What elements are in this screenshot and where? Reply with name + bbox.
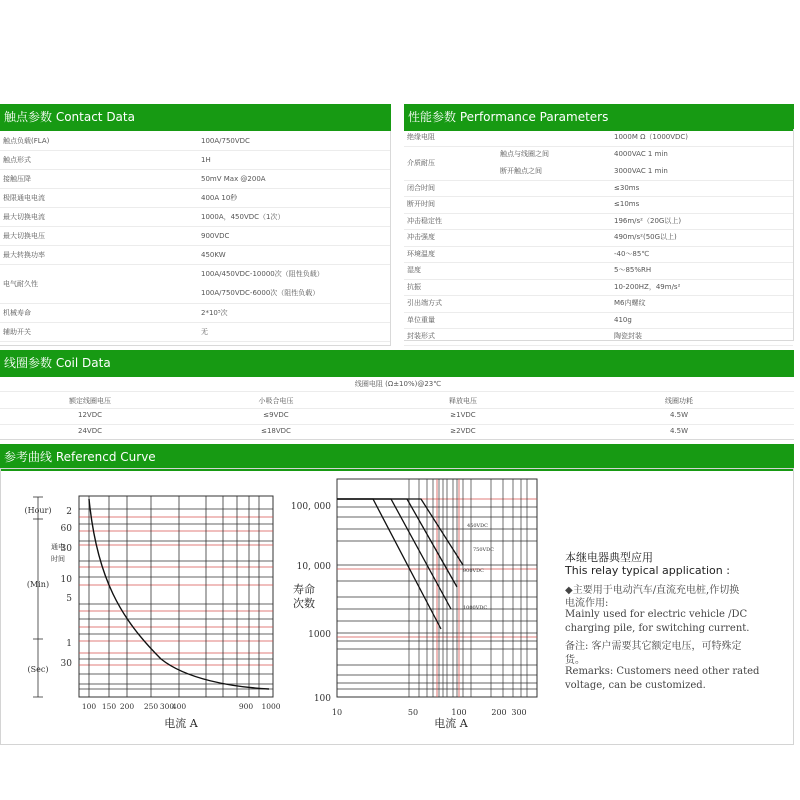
contact-label: 接触压降 (3, 174, 31, 183)
performance-row (404, 328, 793, 346)
performance-label: 闭合时间 (407, 183, 435, 192)
contact-data-table (0, 131, 391, 346)
performance-value: 4000VAC 1 min (614, 150, 668, 158)
performance-value: -40～85℃ (614, 249, 650, 258)
performance-row (404, 279, 793, 297)
chart2-y-tick: 100 (313, 694, 331, 704)
chart2-series-label: 900VDC (463, 568, 484, 574)
coil-cell: ≤18VDC (261, 427, 291, 435)
performance-row (404, 246, 793, 264)
contact-value: 无 (201, 327, 208, 336)
chart2-x-label: 电流 A (434, 717, 468, 730)
chart2-series-label: 1000VDC (463, 605, 488, 611)
note-remark-en-1: Remarks: Customers need other rated (565, 666, 760, 677)
coil-data-table (0, 377, 794, 440)
chart1-x-tick: 250 (143, 702, 159, 711)
contact-label: 电气耐久性 (3, 279, 38, 288)
chart1-y-tick: 5 (66, 594, 72, 604)
chart2-y-label: 寿命 (293, 583, 315, 596)
performance-label: 冲击稳定性 (407, 216, 442, 225)
chart2-series-line (337, 499, 441, 629)
performance-label: 单位重量 (407, 315, 435, 324)
contact-row (0, 188, 390, 208)
contact-row (0, 322, 390, 342)
contact-row (0, 150, 390, 170)
note-bullet-cn-1: ◆主要用于电动汽车/直流充电桩,作切换 (565, 585, 740, 596)
coil-cell: 24VDC (78, 427, 102, 435)
contact-value: 100A/450VDC-10000次（阻性负载） (201, 270, 324, 279)
performance-value: 3000VAC 1 min (614, 167, 668, 175)
chart2-y-tick: 1000 (308, 630, 331, 640)
chart1-y-tick: 30 (60, 659, 72, 669)
chart1-x-tick: 150 (101, 702, 117, 711)
chart1-y-caption: 时间 (51, 555, 65, 563)
performance-sublabel: 断开触点之间 (500, 167, 542, 175)
contact-label: 极限通电电流 (3, 193, 45, 202)
chart1-x-tick: 1000 (261, 702, 281, 711)
performance-sublabel: 触点与线圈之间 (500, 150, 549, 158)
coil-cell: 12VDC (78, 411, 102, 419)
chart1-y-tick: 2 (66, 507, 72, 517)
performance-value: 陶瓷封装 (614, 332, 642, 341)
contact-value: 400A 10秒 (201, 193, 238, 202)
note-remark-cn-1: 备注: 客户需要其它额定电压，可特殊定 (565, 641, 742, 652)
contact-data-header: 触点参数 Contact Data (0, 104, 391, 131)
contact-row (0, 303, 390, 323)
chart1-y-tick: 30 (60, 544, 72, 554)
time-current-chart (1, 469, 291, 744)
chart2-x-tick: 100 (451, 708, 467, 717)
contact-value: 900VDC (201, 231, 230, 240)
chart1-y-tick: 10 (60, 575, 72, 585)
coil-data-header: 线圈参数 Coil Data (0, 350, 794, 377)
contact-value: 1000A，450VDC（1次） (201, 212, 285, 221)
performance-value: 196m/s²（20G以上) (614, 216, 682, 225)
performance-label: 环境温度 (407, 249, 435, 258)
chart1-unit-hour: (Hour) (24, 506, 52, 515)
curve-header: 参考曲线 Referencd Curve (0, 444, 794, 471)
coil-cell: ≥2VDC (450, 427, 476, 435)
coil-divider (0, 408, 794, 409)
performance-value: ≤30ms (614, 183, 640, 192)
contact-row (0, 264, 390, 304)
performance-value: 5～85%RH (614, 266, 652, 275)
coil-cell: ≤9VDC (263, 411, 289, 419)
performance-label: 绝缘电阻 (407, 133, 435, 142)
performance-header: 性能参数 Performance Parameters (404, 104, 794, 131)
chart2-x-tick: 10 (331, 708, 343, 717)
contact-value: 1H (201, 155, 211, 164)
chart1-unit-sec: (Sec) (27, 665, 49, 674)
performance-value: ≤10ms (614, 200, 640, 209)
performance-row (404, 180, 793, 198)
note-remark-en-2: voltage, can be customized. (565, 680, 706, 691)
coil-cell: 4.5W (669, 411, 689, 419)
contact-label: 辅助开关 (3, 327, 31, 336)
contact-label: 机械寿命 (3, 308, 31, 317)
chart1-x-tick: 200 (119, 702, 135, 711)
performance-row (404, 312, 793, 330)
contact-label: 最大转换功率 (3, 250, 45, 259)
chart2-y-tick: 10, 000 (296, 562, 331, 572)
performance-value: 1000M Ω（1000VDC) (614, 133, 689, 142)
curve-box (0, 468, 794, 745)
chart2-x-tick: 300 (511, 708, 527, 717)
coil-column-header: 额定线圈电压 (69, 397, 111, 405)
performance-row (404, 229, 793, 247)
chart2-series-line (337, 499, 451, 609)
chart2-series-line (337, 499, 463, 565)
chart2-y-tick: 100, 000 (291, 502, 331, 512)
chart1-x-tick: 900 (238, 702, 254, 711)
performance-table (404, 129, 794, 341)
coil-cell: ≥1VDC (450, 411, 476, 419)
chart1-y-tick: 1 (66, 639, 72, 649)
contact-value: 100A/750VDC (201, 136, 250, 145)
chart1-x-tick: 400 (171, 702, 187, 711)
chart1-x-label: 电流 A (164, 717, 198, 730)
coil-column-header: 小吸合电压 (258, 397, 294, 405)
coil-cell: 4.5W (669, 427, 689, 435)
performance-value: 490m/s²(50G以上) (614, 233, 677, 242)
performance-row (404, 262, 793, 280)
note-heading-en: This relay typical application : (565, 564, 730, 577)
life-current-chart (291, 469, 551, 744)
contact-label: 最大切换电压 (3, 231, 45, 240)
contact-label: 触点形式 (3, 155, 31, 164)
chart1-x-tick: 100 (81, 702, 97, 711)
chart1-y-tick: 60 (60, 524, 72, 534)
contact-row (0, 226, 390, 246)
note-bullet-en-1: Mainly used for electric vehicle /DC (565, 609, 748, 620)
contact-label: 触点负载(FLA) (3, 136, 50, 145)
note-bullet-cn-2: 电流作用: (565, 598, 609, 609)
chart2-x-tick: 50 (407, 708, 419, 717)
performance-value: M6内螺纹 (614, 299, 646, 308)
coil-column-header: 线圈功耗 (665, 397, 693, 405)
performance-label: 引出端方式 (407, 299, 442, 308)
contact-row (0, 245, 390, 265)
performance-label: 冲击强度 (407, 233, 435, 242)
performance-label: 断开时间 (407, 200, 435, 209)
contact-label: 最大切换电流 (3, 212, 45, 221)
coil-divider (0, 391, 794, 392)
chart2-x-tick: 200 (491, 708, 507, 717)
contact-value: 450KW (201, 250, 226, 259)
chart2-series-label: 750VDC (473, 547, 494, 553)
note-heading-cn: 本继电器典型应用 (565, 551, 653, 564)
contact-row (0, 169, 390, 189)
performance-value: 410g (614, 315, 632, 324)
performance-row (404, 295, 793, 313)
chart1-x-tick: 300 (159, 702, 175, 711)
chart2-series-label: 450VDC (467, 523, 488, 529)
performance-value: 10-200HZ，49m/s² (614, 282, 681, 291)
performance-row (404, 129, 793, 147)
chart1-y-caption: 通电 (51, 543, 65, 551)
performance-label: 湿度 (407, 266, 421, 275)
note-bullet-en-2: charging pile, for switching current. (565, 623, 750, 634)
chart1-unit-min: (Min) (26, 580, 50, 589)
coil-column-header: 释放电压 (449, 397, 477, 405)
contact-value: 2*10⁵次 (201, 308, 228, 317)
performance-label: 介质耐压 (407, 158, 435, 167)
performance-row (404, 213, 793, 231)
chart2-y-label: 次数 (293, 597, 315, 610)
performance-row (404, 146, 793, 181)
contact-row (0, 131, 390, 151)
coil-resistance-header: 线圈电阻 (Ω±10%)@23℃ (354, 380, 442, 388)
performance-label: 封装形式 (407, 332, 435, 341)
contact-row (0, 207, 390, 227)
contact-value: 100A/750VDC-6000次（阻性负载） (201, 288, 320, 297)
note-remark-cn-2: 货。 (565, 655, 585, 666)
performance-row (404, 196, 793, 214)
performance-label: 抗振 (407, 282, 421, 291)
chart1-frame (79, 496, 273, 697)
coil-divider (0, 424, 794, 425)
contact-value: 50mV Max @200A (201, 174, 266, 183)
